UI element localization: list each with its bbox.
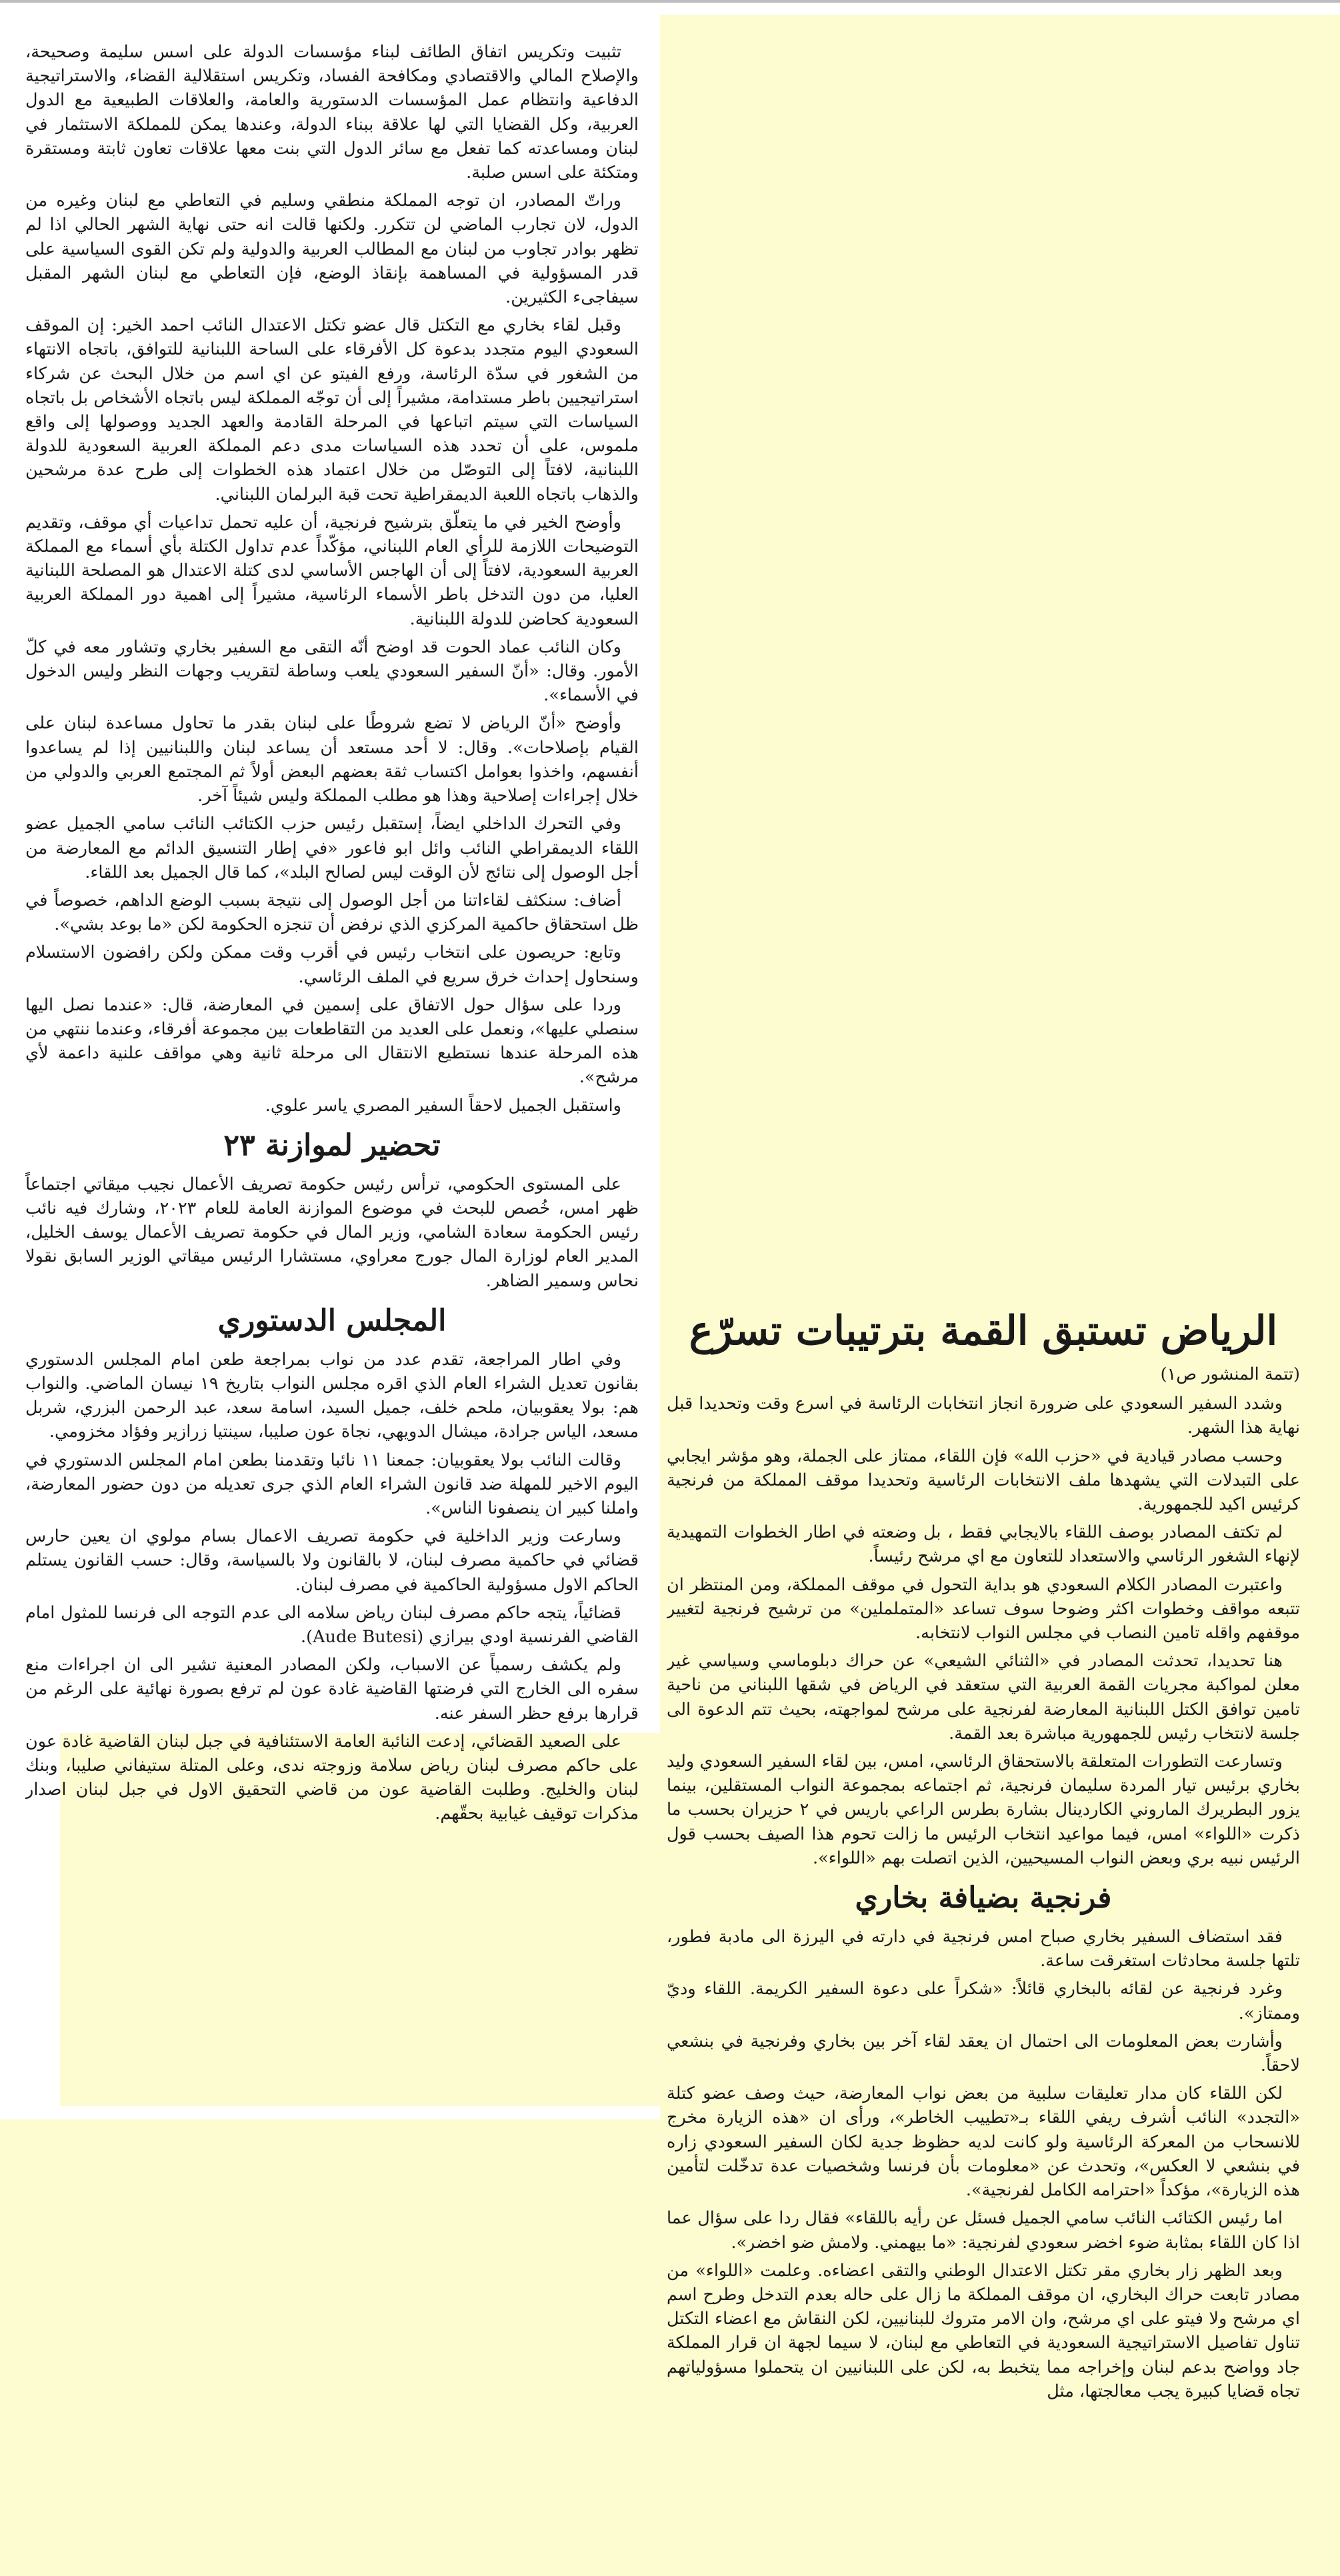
right-column	[667, 1306, 1300, 2566]
highlight-block	[0, 2119, 660, 2576]
paragraph: واستقبل الجميل لاحقاً السفير المصري ياسر علوي.	[265, 1095, 621, 1116]
paragraph: وبعد الظهر زار بخاري مقر تكتل الاعتدال الوطني والتقى اعضاءه. وعلمت «اللواء» من مصادر تابعت حراك البخاري، ان موقف المملكة ما زال على حاله بعدم التدخل وطرح اسم اي مرشح ولا فيتو على اي مرشح، وان الامر متروك للبنانيين، لكن النقاش مع اعضاء التكتل تناول تفاصيل الاستراتيجية السعودية في التعاطي مع لبنان، لا سيما لجهة ان قرار المملكة جاد وواضح بدعم لبنان وإخراجه مما يتخبط به، لكن على اللبنانيين ان يتحملوا مسؤولياتهم تجاه قضايا كبيرة يجب معالجتها، مثل	[667, 2260, 1300, 2401]
paragraph: وتسارعت التطورات المتعلقة بالاستحقاق الرئاسي، امس، بين لقاء السفير السعودي وليد بخاري برئيس تيار المردة سليمان فرنجية، ثم اجتماعه بمجموعة النواب المستقلين، بينما يزور البطريرك الماروني الكاردينال بشارة بطرس الراعي باريس في ٢ حزيران بحسب ما ذكرت «اللواء» امس، فيما مواعيد انتخاب الرئيس ما زالت تحوم هذا الصيف بحسب قول الرئيس نبيه بري وبعض النواب المسيحيين، الذين اتصلت بهم «اللواء».	[667, 1752, 1300, 1868]
paragraph: اما رئيس الكتائب النائب سامي الجميل فسئل عن رأيه باللقاء» فقال ردا على سؤال عما اذا كان اللقاء بمثابة ضوء اخضر سعودي لفرنجية: «ما بيهمني. ولامش ضو اخضر».	[667, 2208, 1300, 2253]
section-heading-frangieh-bukhari: فرنجية بضيافة بخاري	[855, 1881, 1112, 1916]
paragraph: وأشارت بعض المعلومات الى احتمال ان يعقد لقاء آخر بين بخاري وفرنجية في بنشعي لاحقاً.	[667, 2031, 1300, 2076]
paragraph: وحسب مصادر قيادية في «حزب الله» فإن اللقاء، ممتاز على الجملة، وهو مؤشر ايجابي على التبدلات التي يشهدها ملف الانتخابات الرئاسية وتحديدا موقف المملكة من فرنجية كرئيس اكيد للجمهورية.	[667, 1446, 1300, 1515]
highlight-block	[660, 15, 1340, 1301]
paragraph: أضاف: سنكثف لقاءاتنا من أجل الوصول إلى نتيجة بسبب الوضع الداهم، خصوصاً في ظل استحقاق حاكمية المركزي الذي نرفض أن تنجزه الحكومة لكن «ما بوعد بشي».	[25, 890, 639, 935]
paragraph: وقبل لقاء بخاري مع التكتل قال عضو تكتل الاعتدال النائب احمد الخير: إن الموقف السعودي اليوم متجدد بدعوة كل الأفرقاء على الساحة اللبنانية للتوافق، باتجاه الانتهاء من الشغور في سدّة الرئاسة، ورفع الفيتو عن اي اسم من خلال البحث عن شركاء استراتيجيين باطر مستدامة، مشيراً إلى أن توجّه المملكة ليس باتجاه الأشخاص بل باتجاه السياسات التي سيتم اتباعها في المرحلة القادمة والعهد الجديد ووصولها إلى واقع ملموس، على أن تحدد هذه السياسات مدى دعم المملكة العربية السعودية للدولة اللبنانية، لافتاً إلى التوصّل من خلال اعتماد هذه الخطوات إلى طرح عدة مرشحين والذهاب باتجاه اللعبة الديمقراطية تحت قبة البرلمان اللبناني.	[25, 315, 639, 505]
paragraph: قضائياً، يتجه حاكم مصرف لبنان رياض سلامه الى عدم التوجه الى فرنسا للمثول امام القاضي الفرنسية اودي بيرازي (Aude Butesi).	[25, 1602, 639, 1647]
paragraph: وكان النائب عماد الحوت قد اوضح أنّه التقى مع السفير بخاري وتشاور معه في كلّ الأمور. وقال: «أنّ السفير السعودي يلعب وساطة لتقريب وجهات النظر وليس الدخول في الأسماء».	[25, 637, 639, 706]
paragraph: لكن اللقاء كان مدار تعليقات سلبية من بعض نواب المعارضة، حيث وصف عضو كتلة «التجدد» النائب أشرف ريفي اللقاء بـ«تطييب الخاطر»، ورأى ان «هذه الزيارة مخرج للانسحاب من المعركة الرئاسية ولو كانت لديه حظوظ جدية لكان السفير السعودي زاره في بنشعي لا العكس»، وتحدث عن «معلومات بأن فرنسا وشخصيات عدة تدخّلت لتأمين هذه الزيارة»، مؤكداً «احترامه الكامل لفرنجية».	[667, 2083, 1300, 2201]
paragraph: ولم يكشف رسمياً عن الاسباب، ولكن المصادر المعنية تشير الى ان اجراءات منع سفره الى الخارج التي فرضتها القاضية غادة عون لم ترفع بصورة نهائية على الرغم من قرارها برفع حظر السفر عنه.	[25, 1655, 639, 1724]
paragraph: هنا تحديدا، تحدثت المصادر في «الثنائي الشيعي» عن حراك دبلوماسي وسياسي غير معلن لمواكبة مجريات القمة العربية التي ستعقد في الرياض في شقها اللبناني من ناحية تامين توافق الكتل اللبنانية المعارضة لفرنجية على مرشح لمواجهته، بحيث تتم الدعوة الى جلسة لانتخاب رئيس للجمهورية مباشرة بعد القمة.	[667, 1651, 1300, 1744]
paragraph: وقالت النائب بولا يعقوبيان: جمعنا ١١ نائبا وتقدمنا بطعن امام المجلس الدستوري في اليوم الاخير للمهلة ضد قانون الشراء العام الذي جرى تعديله من دون حضور المعارضة، واملنا كبير ان ينصفونا الناس».	[25, 1450, 639, 1518]
paragraph: لم تكتف المصادر بوصف اللقاء بالايجابي فقط ، بل وضعته في اطار الخطوات التمهيدية لإنهاء الشغور الرئاسي والاستعداد للتعاون مع اي مرشح رئيساً.	[667, 1522, 1300, 1567]
paragraph: وردا على سؤال حول الاتفاق على إسمين في المعارضة، قال: «عندما نصل اليها سنصلي عليها»، ونعمل على العديد من التقاطعات بين مجموعة أفرقاء، وعندما ننتهي من هذه المرحلة عندها نستطيع الانتقال الى مرحلة ثانية وهي مواقف علنية داعمة لأي مرشح».	[25, 994, 639, 1088]
continuation-note: (تتمة المنشور ص١)	[1160, 1364, 1300, 1384]
paragraph: وأوضح الخير في ما يتعلّق بترشيح فرنجية، أن عليه تحمل تداعيات أي موقف، وتقديم التوضيحات اللازمة للرأي العام اللبناني، مؤكّداً عدم تداول الكتلة بأي أسماء مع المملكة العربية السعودية، لافتاً إلى أن الهاجس الأساسي لدى كتلة الاعتدال هو المصلحة اللبنانية العليا، من دون التدخل باطر الأسماء الرئاسية، مشيراً إلى اهمية دور المملكة العربية السعودية كحاضن للدولة اللبنانية.	[25, 512, 639, 629]
paragraph: وفي اطار المراجعة، تقدم عدد من نواب بمراجعة طعن امام المجلس الدستوري بقانون تعديل الشراء العام الذي اقره مجلس النواب بتاريخ ١٩ نيسان الماضي. والنواب هم: بولا يعقوبيان، ملحم خلف، جميل السيد، اسامة سعد، عبد الرحمن البزري، شربل مسعد، الياس جرادة، ميشال الدويهي، نجاة عون صليبا، سينتيا زرازير وفؤاد مخزومي.	[25, 1349, 639, 1442]
paragraph: تثبيت وتكريس اتفاق الطائف لبناء مؤسسات الدولة على اسس سليمة وصحيحة، والإصلاح المالي والاقتصادي ومكافحة الفساد، وتكريس استقلالية القضاء، والاستراتيجية الدفاعية وانتظام عمل المؤسسات الدستورية والعامة، والعلاقات الطبيعية مع الدول العربية، وكل القضايا التي لها علاقة ببناء الدولة، وعندها يمكن للمملكة الاستثمار في لبنان ومساعدته كما تفعل مع سائر الدول التي بنت معها علاقات تعاون ثابتة ومستقرة ومتكئة على اسس صلبة.	[25, 42, 639, 183]
section-heading-budget: تحضير لموازنة ٢٣	[223, 1128, 441, 1162]
left-column	[25, 40, 639, 2113]
paragraph: وشدد السفير السعودي على ضرورة انجاز انتخابات الرئاسة في اسرع وقت وتحديدا قبل نهاية هذا الشهر.	[667, 1394, 1300, 1438]
paragraph: فقد استضاف السفير بخاري صباح امس فرنجية في دارته في اليرزة الى مادبة فطور، تلتها جلسة محادثات استغرقت ساعة.	[667, 1927, 1300, 1971]
paragraph: واعتبرت المصادر الكلام السعودي هو بداية التحول في موقف المملكة، ومن المنتظر ان تتبعه مواقف وخطوات اكثر وضوحا سوف تساعد «المتململين» من ترشيح فرنجية لتغيير موقفهم واقله تامين النصاب في مجلس النواب لانتخابه.	[667, 1574, 1300, 1644]
paragraph: وتابع: حريصون على انتخاب رئيس في أقرب وقت ممكن ولكن رافضون الاستسلام وسنحاول إحداث خرق سريع في الملف الرئاسي.	[25, 942, 639, 987]
paragraph: على الصعيد القضائي، إدعت النائبة العامة الاستئنافية في جبل لبنان القاضية غادة عون على حاكم مصرف لبنان رياض سلامة وزوجته ندى، وعلى المتلة ستيفاني صليبا، وبنك لبنان والخليج. وطلبت القاضية عون من قاضي التحقيق الاول في جبل لبنان اصدار مذكرات توقيف غيابية بحقّهم.	[25, 1731, 639, 1824]
top-rule	[0, 0, 1340, 3]
paragraph: على المستوى الحكومي، ترأس رئيس حكومة تصريف الأعمال نجيب ميقاتي اجتماعاً ظهر امس، خُصص للبحث في موضوع الموازنة العامة للعام ٢٠٢٣، وشارك فيه نائب رئيس الحكومة سعادة الشامي، وزير المال في حكومة تصريف الأعمال يوسف الخليل، المدير العام لوزارة المال جورج معراوي، مستشارا الرئيس ميقاتي الوزير السابق نقولا نحاس وسمير الضاهر.	[25, 1174, 639, 1291]
article-headline: الرياض تستبق القمة بترتيبات تسرّع	[689, 1308, 1278, 1354]
paragraph: وسارعت وزير الداخلية في حكومة تصريف الاعمال بسام مولوي ان يعين حارس قضائي في حاكمية مصرف لبنان، لا بالقانون ولا بالسياسة، وقال: حسب القانون يستلم الحاكم الاول مسؤولية الحاكمية في مصرف لبنان.	[25, 1526, 639, 1595]
paragraph: وغرد فرنجية عن لقائه بالبخاري قائلاً: «شكراً على دعوة السفير الكريمة. اللقاء وديّ وممتاز».	[667, 1979, 1300, 2023]
paragraph: وأوضح «أنّ الرياض لا تضع شروطًا على لبنان بقدر ما تحاول مساعدة لبنان على القيام بإصلاحات». وقال: لا أحد مستعد أن يساعد لبنان واللبنانيين إذا لم يساعدوا أنفسهم، واخذوا بعوامل اكتساب ثقة بعضهم البعض أولاً ثم المجتمع العربي والدولي من خلال إجراءات إصلاحية وهذا هو مطلب المملكة وليس شيئاً آخر.	[25, 713, 639, 806]
paragraph: وفي التحرك الداخلي ايضاً، إستقبل رئيس حزب الكتائب النائب سامي الجميل عضو اللقاء الديمقراطي النائب وائل ابو فاعور «في إطار التنسيق الدائم مع المعارضة من أجل الوصول إلى نتائج لأن الوقت ليس لصالح البلد»، كما قال الجميل بعد اللقاء.	[25, 814, 639, 882]
paragraph: وراتّ المصادر، ان توجه المملكة منطقي وسليم في التعاطي مع لبنان وغيره من الدول، لان تجارب الماضي لن تتكرر. ولكنها قالت انه حتى نهاية الشهر الحالي اذا لم تظهر بوادر تجاوب من لبنان مع المطالب العربية والدولية ولم تكن القوى السياسية على قدر المسؤولية في المساهمة بإنقاذ الوضع، فإن التعاطي مع لبنان الشهر المقبل سيفاجىء الكثيرين.	[25, 191, 639, 308]
section-heading-constitutional-council: المجلس الدستوري	[217, 1303, 447, 1338]
